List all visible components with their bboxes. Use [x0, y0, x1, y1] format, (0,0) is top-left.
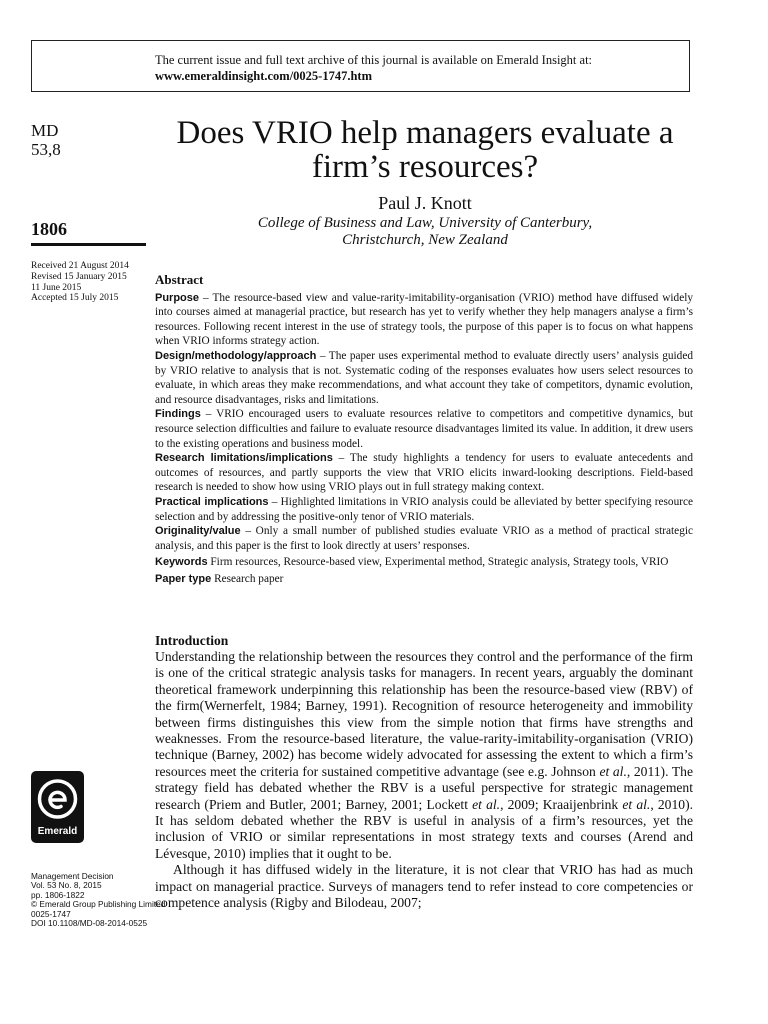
abstract-originality [155, 524, 693, 553]
journal-access-notice [31, 40, 690, 92]
volume-issue: 53,8 [31, 140, 61, 159]
introduction-section [155, 633, 693, 912]
article-title: Does VRIO help managers evaluate a firm’s resources? [176, 115, 674, 185]
affiliation-line-1: College of Business and Law, University of Canterbury, [257, 215, 593, 231]
etal-1: et al. [599, 763, 627, 779]
logo-wordmark: Emerald [37, 826, 78, 837]
abstract-purpose [155, 291, 693, 349]
practical-label: Practical implications [155, 495, 269, 508]
copyright: © Emerald Group Publishing Limited [31, 899, 166, 910]
abstract-limitations [155, 451, 693, 495]
abstract-heading: Abstract [155, 272, 204, 287]
originality-text: – Only a small number of published studies evaluate VRIO as a method of practical strategic analysis, and this paper is the first to look directly at users’ responses. [155, 525, 693, 552]
revised-date-2: 11 June 2015 [31, 282, 82, 293]
journal-name: Management Decision [31, 871, 114, 881]
purpose-text: – The resource-based view and value-rarity-imitability-organisation (VRIO) method have diffused widely into courses aimed at managerial practice, but research has yet to verify whether they help managers analyse a firm’s resources. Following recent interest in the use of strategy tools, the purpose of this paper is to focus on what happens when VRIO informs strategy action. [155, 291, 693, 348]
accepted-date: Accepted 15 July 2015 [31, 293, 119, 304]
introduction-heading: Introduction [155, 633, 229, 648]
doi-link[interactable]: DOI 10.1108/MD-08-2014-0525 [31, 918, 148, 929]
intro-text-d: , 2010). It has seldom debated whether the RBV is useful in analysis of a firm’s resources, yet the inclusion of VRIO or similar representations in most strategy texts and courses (Arend and Lévesque, 2010) implies that it ought to be. [155, 796, 693, 861]
journal-volume-label [31, 121, 61, 159]
introduction-paragraph-2: Although it has diffused widely in the literature, it is not clear that VRIO has had as much impact on managerial practice. Surveys of managers tend to refer instead to core competencies or competence analysis (Rigby and Bilodeau, 2007; [155, 862, 693, 911]
journal-abbreviation: MD [31, 121, 59, 140]
publication-info [31, 872, 165, 928]
paper-type-text: Research paper [211, 572, 284, 585]
affiliation-line-2: Christchurch, New Zealand [342, 232, 508, 248]
design-label: Design/methodology/approach [155, 349, 317, 362]
issn: 0025-1747 [31, 908, 71, 919]
intro-text-b: , 2011). The strategy field has debated whether the RBV is a useful perspective for strategic management research (Priem and Butler, 2001; Barney, 2001; Lockett [155, 763, 693, 812]
received-date: Received 21 August 2014 [31, 261, 129, 271]
volume-number: Vol. 53 No. 8, 2015 [31, 880, 102, 891]
limitations-label: Research limitations/implications [155, 452, 333, 465]
page-range: pp. 1806-1822 [31, 889, 85, 900]
abstract-section [155, 273, 693, 586]
paper-type [155, 572, 693, 587]
introduction-paragraph-1 [155, 649, 693, 862]
keywords [155, 555, 693, 570]
abstract-design [155, 349, 693, 407]
originality-label: Originality/value [155, 525, 241, 538]
abstract-findings [155, 407, 693, 451]
intro-text-c: , 2009; Kraaijenbrink [500, 796, 623, 812]
emerald-logo [31, 771, 84, 843]
journal-url-link[interactable]: www.emeraldinsight.com/0025-1747.htm [155, 69, 372, 83]
page-number: 1806 [31, 219, 67, 239]
paper-type-label: Paper type [155, 572, 212, 585]
etal-3: et al. [622, 796, 651, 812]
limitations-text: – The study highlights a tendency for users to evaluate antecedents and outcomes of resources, and partly supports the view that VRIO elicits inward-looking descriptions. Field-based research is needed to show how using VRIO plays out in full strategy making context. [155, 452, 693, 494]
author-name: Paul J. Knott [378, 193, 472, 213]
findings-label: Findings [155, 408, 201, 421]
keywords-text: Firm resources, Resource-based view, Experimental method, Strategic analysis, Strategy tools, VRIO [207, 556, 669, 569]
keywords-label: Keywords [155, 556, 208, 569]
revised-date: Revised 15 January 2015 [31, 271, 127, 282]
article-history [31, 261, 129, 304]
design-text: – The paper uses experimental method to evaluate directly users’ analysis guided by VRIO relative to analysis that is not. Systematic coding of the responses evaluates how users select resources to evaluate, in which areas they make recommendations, and what account they take of competitors, dynamic evolution, and resource disadvantages, risks and limitations. [155, 349, 693, 406]
intro-text-a: Understanding the relationship between the resources they control and the performance of the firm is one of the critical strategic analysis tasks for managers. In recent years, arguably the dominant theoretical framework underpinning this relationship has been the resource-based view (RBV) of the firm(Wernerfelt, 1984; Barney, 1991). Recognition of resource heterogeneity and immobility between firms distinguishes this view from the simple notion that firms have strengths and weaknesses. From the resource-based literature, the value-rarity-imitability-organisation (VRIO) technique (Barney, 2002) has become widely advocated for assessing the extent to which a firm’s resources meet the criteria for sustained competitive advantage (see e.g. Johnson [155, 649, 693, 779]
practical-text: – Highlighted limitations in VRIO analysis could be alleviated by better specifying resource selection and by addressing the positive-only tenor of VRIO materials. [155, 495, 694, 523]
etal-2: et al. [472, 796, 501, 812]
purpose-label: Purpose [155, 291, 200, 304]
abstract-practical [155, 495, 693, 524]
emerald-e-icon [31, 771, 84, 827]
findings-text: – VRIO encouraged users to evaluate resources relative to competitors and competitive dynamics, but resource selection difficulties and failure to evaluate resource disadvantages limited its value. In addition, it drew users to the existing operations and business model. [155, 408, 693, 450]
page-number-rule [31, 243, 146, 246]
author-affiliation [155, 215, 695, 249]
notice-text: The current issue and full text archive of this journal is available on Emerald Insight at: [155, 53, 593, 67]
